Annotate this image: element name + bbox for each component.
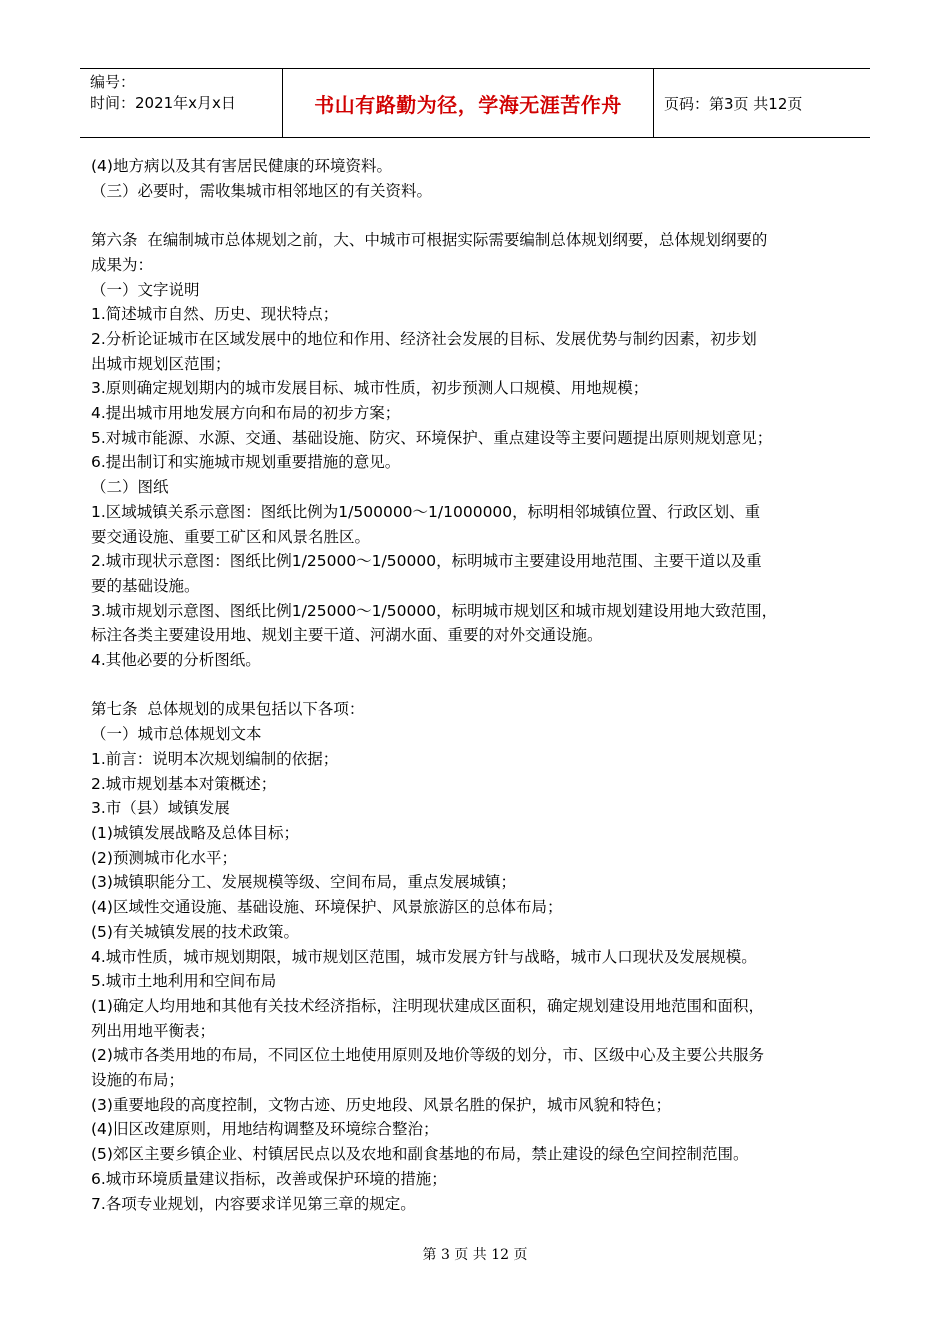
text-line: 3.城市规划示意图、图纸比例1/25000～1/50000，标明城市规划区和城市规划建设用地大致范围， bbox=[91, 601, 778, 620]
text-line: 成果为： bbox=[91, 255, 154, 274]
header-motto: 书山有路勤为径，学海无涯苦作舟 bbox=[282, 69, 654, 137]
text-line: 6.提出制订和实施城市规划重要措施的意见。 bbox=[91, 453, 401, 472]
text-line: 4.其他必要的分析图纸。 bbox=[91, 651, 261, 670]
header-page-label: 页码：第3页 共12页 bbox=[664, 94, 803, 113]
header-date-label: 时间：2021年x月x日 bbox=[90, 94, 236, 112]
text-line: (3)城镇职能分工、发展规模等级、空间布局，重点发展城镇； bbox=[91, 873, 516, 892]
text-line: 标注各类主要建设用地、规划主要干道、河湖水面、重要的对外交通设施。 bbox=[91, 626, 603, 645]
page-header bbox=[80, 68, 870, 138]
text-line: （一）文字说明 bbox=[91, 280, 200, 299]
header-meta bbox=[80, 69, 282, 137]
text-line: 第六条 在编制城市总体规划之前，大、中城市可根据实际需要编制总体规划纲要，总体规划纲要的 bbox=[91, 231, 768, 250]
text-line: 要的基础设施。 bbox=[91, 576, 200, 595]
text-line: (1)城镇发展战略及总体目标； bbox=[91, 823, 299, 842]
text-line: 2.城市规划基本对策概述； bbox=[91, 774, 277, 793]
blank-line bbox=[91, 203, 866, 228]
text-line: 1.区域城镇关系示意图：图纸比例为1/500000～1/1000000，标明相邻城镇位置、行政区划、重 bbox=[91, 502, 761, 521]
page-footer: 第 3 页 共 12 页 bbox=[422, 1247, 528, 1263]
text-line: (4)区域性交通设施、基础设施、环境保护、风景旅游区的总体布局； bbox=[91, 898, 563, 917]
text-line: （一）城市总体规划文本 bbox=[91, 725, 262, 744]
text-line: 1.简述城市自然、历史、现状特点； bbox=[91, 305, 339, 324]
text-line: (2)城市各类用地的布局，不同区位土地使用原则及地价等级的划分，市、区级中心及主要公共服务 bbox=[91, 1046, 764, 1065]
document-body bbox=[91, 154, 866, 1216]
text-line: 要交通设施、重要工矿区和风景名胜区。 bbox=[91, 527, 371, 546]
text-line: 5.对城市能源、水源、交通、基础设施、防灾、环境保护、重点建设等主要问题提出原则规划意见； bbox=[91, 428, 773, 447]
text-line: (5)有关城镇发展的技术政策。 bbox=[91, 922, 299, 941]
text-line: 3.市（县）域镇发展 bbox=[91, 799, 230, 818]
text-line: 出城市规划区范围； bbox=[91, 354, 231, 373]
text-line: 4.提出城市用地发展方向和布局的初步方案； bbox=[91, 404, 401, 423]
header-number-label: 编号： bbox=[90, 73, 136, 91]
text-line: 7.各项专业规划，内容要求详见第三章的规定。 bbox=[91, 1194, 416, 1213]
text-line: （三）必要时，需收集城市相邻地区的有关资料。 bbox=[91, 181, 433, 200]
text-line: （二）图纸 bbox=[91, 478, 169, 497]
text-line: 设施的布局； bbox=[91, 1071, 185, 1090]
text-line: 5.城市土地利用和空间布局 bbox=[91, 972, 277, 991]
text-line: (4)旧区改建原则，用地结构调整及环境综合整治； bbox=[91, 1120, 439, 1139]
blank-line bbox=[91, 673, 866, 698]
text-line: (4)地方病以及其有害居民健康的环境资料。 bbox=[91, 157, 392, 175]
text-line: 第七条 总体规划的成果包括以下各项： bbox=[91, 700, 365, 719]
text-line: (3)重要地段的高度控制，文物古迹、历史地段、风景名胜的保护，城市风貌和特色； bbox=[91, 1095, 671, 1114]
text-line: 4.城市性质，城市规划期限，城市规划区范围，城市发展方针与战略，城市人口现状及发展规模。 bbox=[91, 947, 757, 966]
text-line: 2.城市现状示意图：图纸比例1/25000～1/50000，标明城市主要建设用地范围、主要干道以及重 bbox=[91, 552, 762, 571]
text-line: 6.城市环境质量建议指标，改善或保护环境的措施； bbox=[91, 1169, 447, 1188]
text-line: 3.原则确定规划期内的城市发展目标、城市性质，初步预测人口规模、用地规模； bbox=[91, 379, 649, 398]
text-line: 1.前言：说明本次规划编制的依据； bbox=[91, 749, 339, 768]
text-line: 列出用地平衡表； bbox=[91, 1021, 216, 1040]
text-line: 2.分析论证城市在区域发展中的地位和作用、经济社会发展的目标、发展优势与制约因素，初步划 bbox=[91, 329, 757, 348]
text-line: (2)预测城市化水平； bbox=[91, 848, 237, 867]
text-line: (1)确定人均用地和其他有关技术经济指标，注明现状建成区面积，确定规划建设用地范围和面积， bbox=[91, 996, 764, 1015]
text-line: (5)郊区主要乡镇企业、村镇居民点以及农地和副食基地的布局，禁止建设的绿色空间控制范围。 bbox=[91, 1145, 749, 1164]
